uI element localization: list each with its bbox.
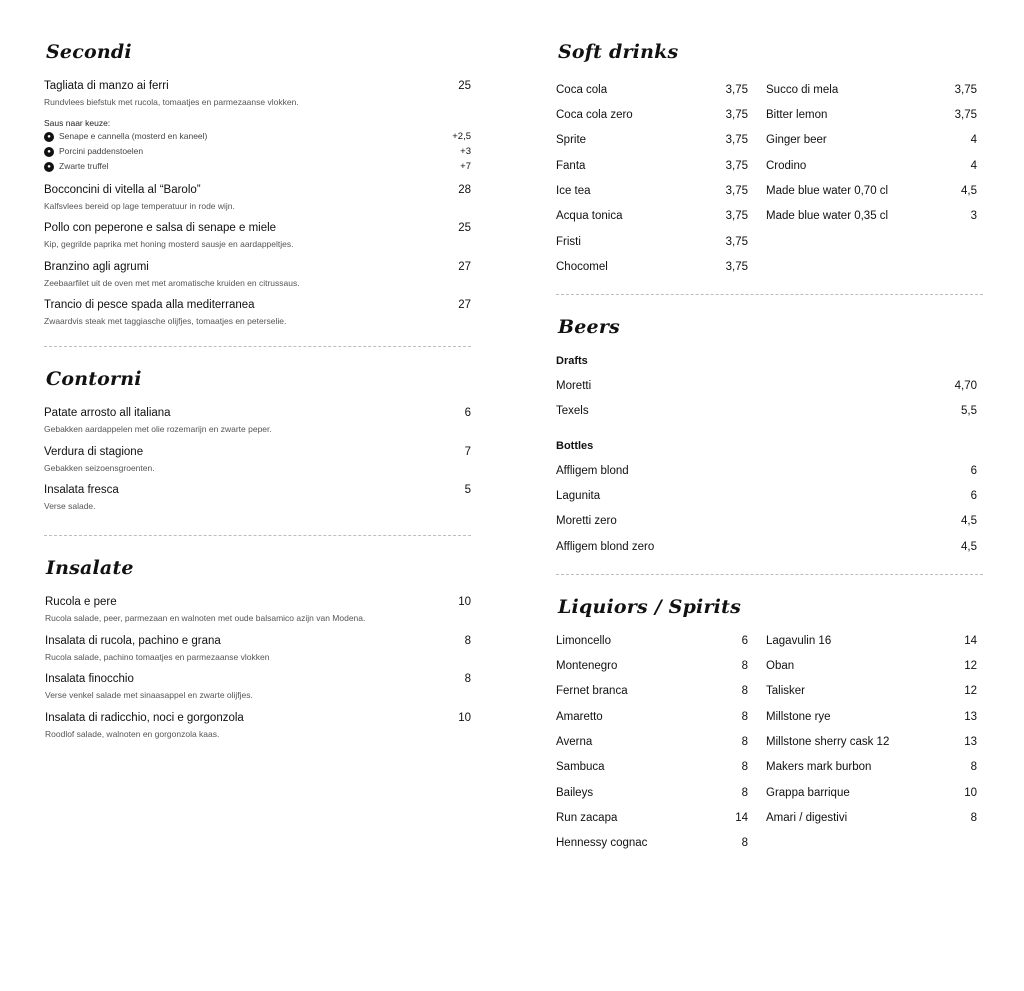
menu-item-price: 25 xyxy=(458,80,471,92)
menu-item-price: 27 xyxy=(458,261,471,273)
drink-name: Run zacapa xyxy=(556,812,618,824)
drink-name: Montenegro xyxy=(556,660,618,672)
menu-item-price: 10 xyxy=(458,712,471,724)
drink-price: 10 xyxy=(964,787,977,799)
drink-price: 4,5 xyxy=(961,541,977,553)
drink-name: Oban xyxy=(766,660,795,672)
drink-name: Amaretto xyxy=(556,711,603,723)
spirits-title: Liquiors / Spirits xyxy=(558,596,741,618)
drink-price: 8 xyxy=(741,685,748,697)
drink-name: Made blue water 0,35 cl xyxy=(766,210,889,222)
menu-item-name: Insalata di radicchio, noci e gorgonzola xyxy=(45,712,244,724)
section-divider xyxy=(44,346,471,347)
drink-price: 3,75 xyxy=(954,84,977,96)
drink-name: Baileys xyxy=(556,787,594,799)
drink-price: 3,75 xyxy=(725,210,748,222)
contorni-title: Contorni xyxy=(46,368,142,390)
menu-item-price: 8 xyxy=(464,673,471,685)
drink-price: 4,70 xyxy=(954,380,977,392)
menu-item-name: Insalata di rucola, pachino e grana xyxy=(45,635,221,647)
sauce-option xyxy=(44,131,207,142)
drink-name: Fanta xyxy=(556,160,586,172)
drink-name: Lagavulin 16 xyxy=(766,635,832,647)
drink-name: Fernet branca xyxy=(556,685,628,697)
section-divider xyxy=(44,535,471,536)
drink-name: Sprite xyxy=(556,134,587,146)
drink-name: Crodino xyxy=(766,160,807,172)
drink-price: 3,75 xyxy=(725,185,748,197)
drink-price: 8 xyxy=(741,761,748,773)
drink-price: 8 xyxy=(970,812,977,824)
drink-price: 3,75 xyxy=(954,109,977,121)
section-divider xyxy=(556,574,983,575)
drink-price: 8 xyxy=(741,837,748,849)
sauce-name: Zwarte truffel xyxy=(59,161,109,171)
menu-item-name: Insalata fresca xyxy=(44,484,119,496)
drink-name: Lagunita xyxy=(556,490,601,502)
drink-price: 13 xyxy=(964,711,977,723)
drink-price: 12 xyxy=(964,660,977,672)
sauce-price: +7 xyxy=(460,161,471,172)
beers-title: Beers xyxy=(558,316,620,338)
menu-item-name: Rucola e pere xyxy=(45,596,117,608)
drink-name: Talisker xyxy=(766,685,805,697)
drink-name: Amari / digestivi xyxy=(766,812,848,824)
sauce-price: +2,5 xyxy=(452,131,471,142)
menu-item-price: 8 xyxy=(464,635,471,647)
drink-name: Sambuca xyxy=(556,761,605,773)
drink-price: 3,75 xyxy=(725,236,748,248)
drink-name: Affligem blond xyxy=(556,465,629,477)
drink-price: 6 xyxy=(741,635,748,647)
menu-item-desc: Verse salade. xyxy=(44,501,96,511)
drink-price: 3 xyxy=(970,210,977,222)
menu-item-desc: Zeebaarfilet uit de oven met met aromatische kruiden en citrussaus. xyxy=(44,278,300,288)
menu-item-desc: Rucola salade, peer, parmezaan en walnoten met oude balsamico azijn van Modena. xyxy=(45,613,366,623)
menu-item-name: Branzino agli agrumi xyxy=(44,261,149,273)
secondi-title: Secondi xyxy=(46,41,132,63)
drink-price: 14 xyxy=(964,635,977,647)
drink-price: 3,75 xyxy=(725,109,748,121)
drink-name: Coca cola zero xyxy=(556,109,633,121)
drink-price: 8 xyxy=(970,761,977,773)
drink-name: Fristi xyxy=(556,236,581,248)
drink-price: 8 xyxy=(741,711,748,723)
menu-item-price: 5 xyxy=(464,484,471,496)
drink-price: 8 xyxy=(741,736,748,748)
drink-name: Bitter lemon xyxy=(766,109,828,121)
menu-item-price: 10 xyxy=(458,596,471,608)
sauce-bullet-icon: ● xyxy=(44,162,54,172)
drink-name: Affligem blond zero xyxy=(556,541,655,553)
drink-name: Makers mark burbon xyxy=(766,761,872,773)
sauce-label: Saus naar keuze: xyxy=(44,118,111,128)
sauce-name: Senape e cannella (mosterd en kaneel) xyxy=(59,131,208,141)
drink-price: 6 xyxy=(970,465,977,477)
drink-price: 4 xyxy=(970,134,977,146)
drink-name: Moretti xyxy=(556,380,592,392)
drink-price: 4,5 xyxy=(961,515,977,527)
drink-price: 12 xyxy=(964,685,977,697)
menu-item-desc: Gebakken aardappelen met olie rozemarijn en zwarte peper. xyxy=(44,424,272,434)
drink-name: Coca cola xyxy=(556,84,608,96)
drink-name: Averna xyxy=(556,736,593,748)
menu-item-name: Patate arrosto all italiana xyxy=(44,407,171,419)
sauce-bullet-icon: ● xyxy=(44,147,54,157)
drink-price: 3,75 xyxy=(725,261,748,273)
drink-price: 4 xyxy=(970,160,977,172)
drink-name: Made blue water 0,70 cl xyxy=(766,185,889,197)
drink-name: Ice tea xyxy=(556,185,591,197)
drink-name: Millstone sherry cask 12 xyxy=(766,736,890,748)
drink-price: 8 xyxy=(741,660,748,672)
menu-item-name: Verdura di stagione xyxy=(44,446,144,458)
soft-drinks-title: Soft drinks xyxy=(558,41,679,63)
drink-name: Chocomel xyxy=(556,261,608,273)
menu-item-price: 7 xyxy=(464,446,471,458)
drink-price: 4,5 xyxy=(961,185,977,197)
menu-item-name: Tagliata di manzo ai ferri xyxy=(44,80,169,92)
drink-price: 13 xyxy=(964,736,977,748)
menu-item-desc: Zwaardvis steak met taggiasche olijfjes, tomaatjes en peterselie. xyxy=(44,316,287,326)
drink-name: Ginger beer xyxy=(766,134,827,146)
menu-item-price: 28 xyxy=(458,184,471,196)
menu-item-desc: Kalfsvlees bereid op lage temperatuur in rode wijn. xyxy=(44,201,235,211)
menu-item-desc: Kip, gegrilde paprika met honing mosterd sausje en aardappeltjes. xyxy=(44,239,294,249)
menu-item-desc: Rucola salade, pachino tomaatjes en parmezaanse vlokken xyxy=(45,652,270,662)
drink-price: 8 xyxy=(741,787,748,799)
menu-item-name: Pollo con peperone e salsa di senape e miele xyxy=(44,222,277,234)
insalate-title: Insalate xyxy=(46,557,134,579)
drink-name: Moretti zero xyxy=(556,515,617,527)
menu-item-name: Bocconcini di vitella al “Barolo” xyxy=(44,184,201,196)
drink-name: Hennessy cognac xyxy=(556,837,648,849)
drink-name: Acqua tonica xyxy=(556,210,623,222)
menu-item-price: 6 xyxy=(464,407,471,419)
bottles-label: Bottles xyxy=(556,440,594,452)
menu-item-price: 27 xyxy=(458,299,471,311)
menu-item-desc: Gebakken seizoensgroenten. xyxy=(44,463,155,473)
menu-item-desc: Verse venkel salade met sinaasappel en zwarte olijfjes. xyxy=(45,690,253,700)
sauce-option xyxy=(44,161,108,172)
drink-name: Grappa barrique xyxy=(766,787,850,799)
sauce-name: Porcini paddenstoelen xyxy=(59,146,144,156)
drink-price: 3,75 xyxy=(725,134,748,146)
drink-name: Millstone rye xyxy=(766,711,831,723)
drink-price: 3,75 xyxy=(725,84,748,96)
sauce-bullet-icon: ● xyxy=(44,132,54,142)
menu-item-name: Trancio di pesce spada alla mediterranea xyxy=(44,299,255,311)
drink-price: 5,5 xyxy=(961,405,977,417)
sauce-option xyxy=(44,146,143,157)
drink-price: 3,75 xyxy=(725,160,748,172)
drink-price: 6 xyxy=(970,490,977,502)
menu-item-price: 25 xyxy=(458,222,471,234)
menu-item-name: Insalata finocchio xyxy=(45,673,134,685)
drafts-label: Drafts xyxy=(556,355,588,367)
menu-item-desc: Rundvlees biefstuk met rucola, tomaatjes en parmezaanse vlokken. xyxy=(44,97,299,107)
menu-item-desc: Roodlof salade, walnoten en gorgonzola kaas. xyxy=(45,729,220,739)
drink-name: Limoncello xyxy=(556,635,611,647)
drink-name: Succo di mela xyxy=(766,84,839,96)
sauce-price: +3 xyxy=(460,146,471,157)
section-divider xyxy=(556,294,983,295)
drink-name: Texels xyxy=(556,405,589,417)
drink-price: 14 xyxy=(735,812,748,824)
